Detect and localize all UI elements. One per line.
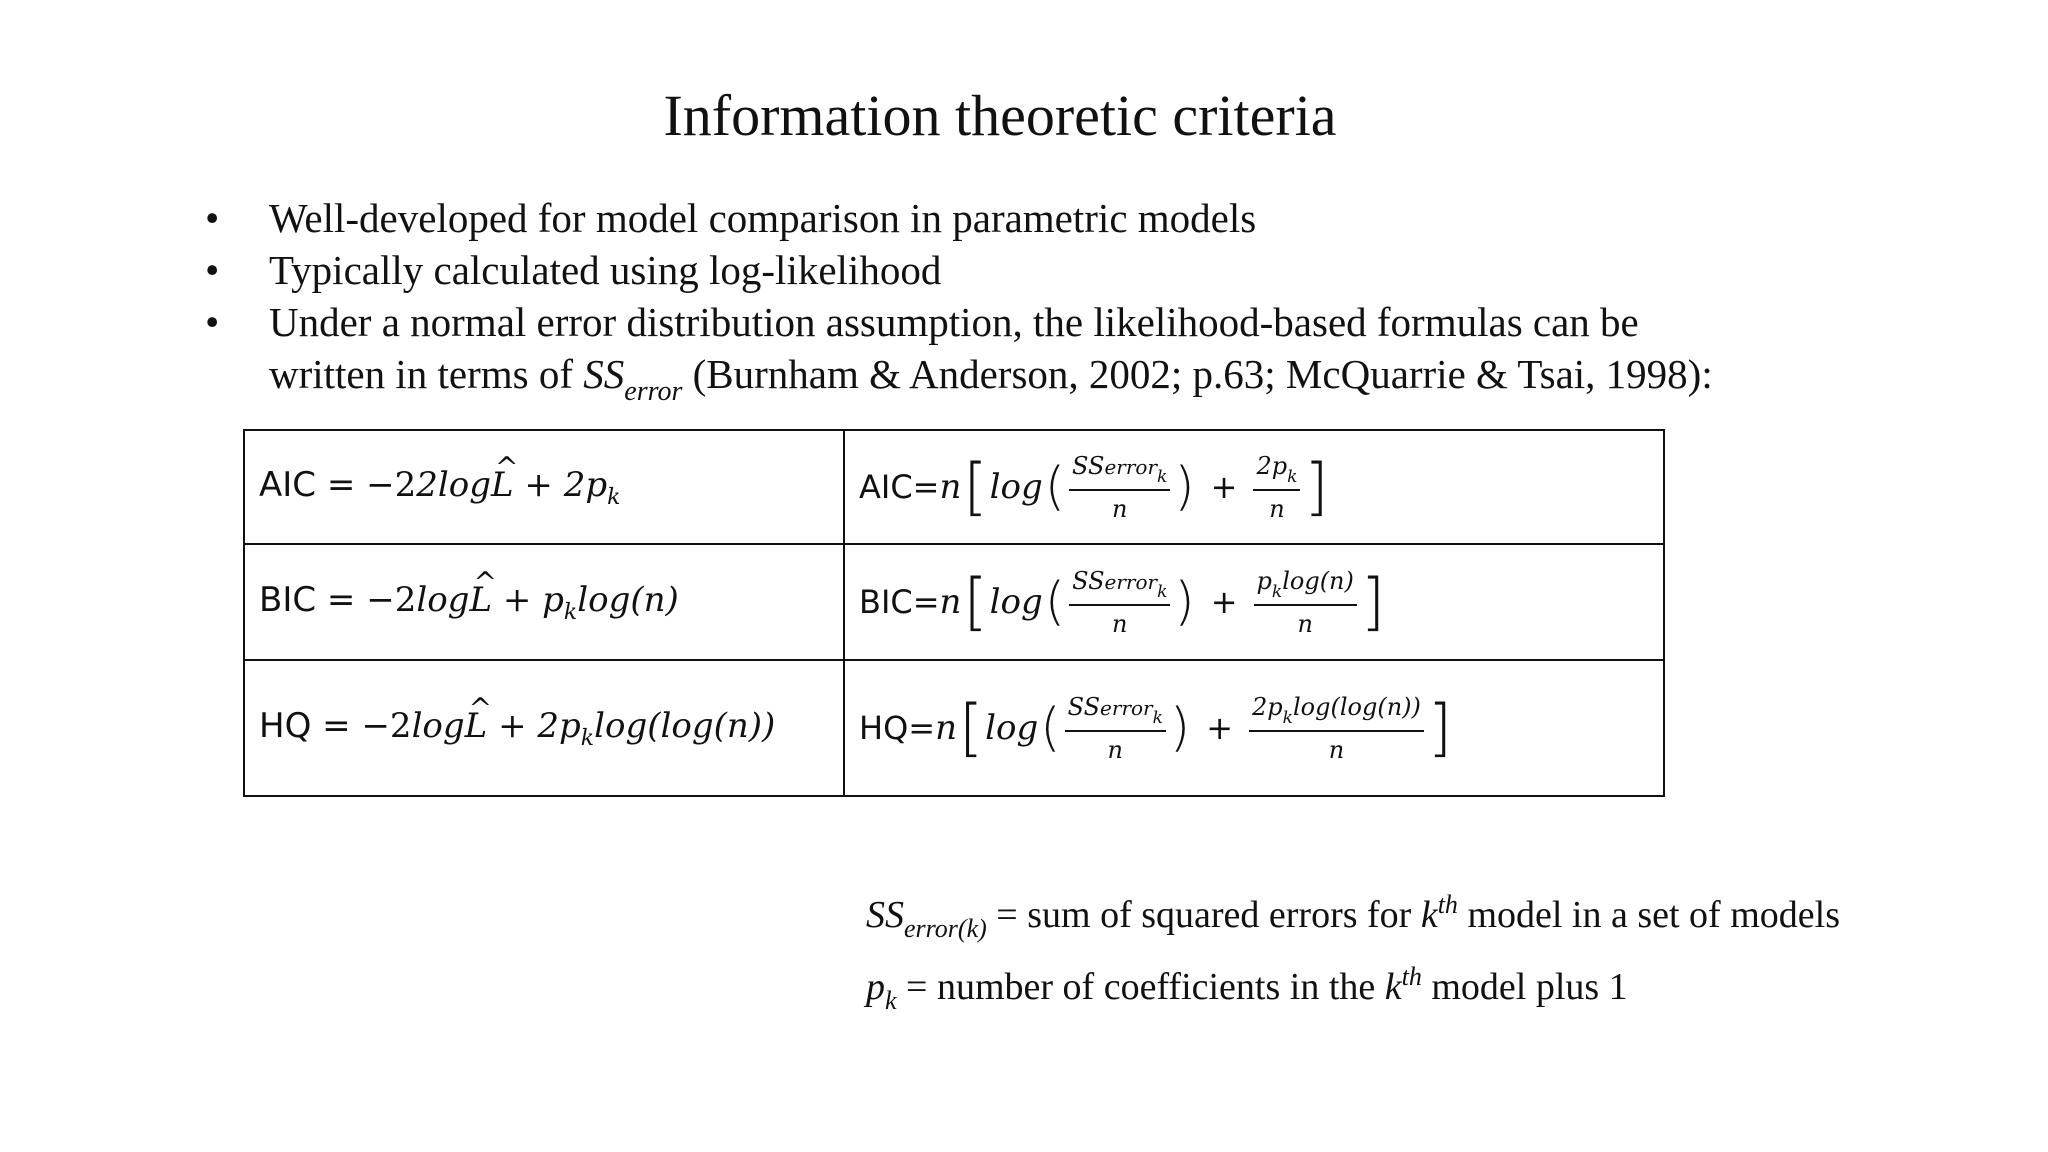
likelihood-formula-hq: HQ = −2log^ $L + 2p_k\log(\log(n))$	[244, 660, 844, 796]
table-row	[244, 660, 1664, 796]
ss-fraction: $\frac{SSerror_k}{n}$	[1069, 452, 1170, 523]
slide-title: Information theoretic criteria	[663, 83, 1337, 148]
bullet-icon: •	[205, 195, 220, 241]
ss-formula-hq: HQ = n [ log ( $\frac{SSerror_k}{n}$ ) + $\frac{2p_k\log(\log(n))}{n}$ ]	[844, 660, 1664, 796]
likelihood-formula-bic: BIC = −2log^ $L + p_k\log(n)$	[244, 544, 844, 660]
ss-formula-bic: BIC = n [ log ( $\frac{SSerror_k}{n}$ ) + $\frac{p_k\log(n)}{n}$ ]	[844, 544, 1664, 660]
bullet-text: Typically calculated using log-likelihood	[269, 247, 942, 293]
criterion-name: BIC	[259, 579, 317, 620]
definition-ss-error: $SS_{error(k)}$ = sum of squared errors for $k^{th}$ model in a set of models	[866, 890, 1840, 943]
bullet-icon: •	[205, 247, 220, 293]
citation-text: (Burnham & Anderson, 2002; p.63; McQuarrie & Tsai, 1998):	[682, 351, 1713, 397]
definition-pk: $p_k$ = number of coefficients in the $k^{th}$ model plus 1	[866, 962, 1628, 1015]
ss-subscript: error	[624, 376, 683, 407]
table-row	[244, 430, 1664, 544]
bullet-text: Well-developed for model comparison in parametric models	[269, 195, 1257, 241]
criterion-name: HQ	[259, 705, 312, 746]
penalty-fraction: $\frac{2p_k\log(\log(n))}{n}$	[1249, 693, 1424, 764]
l-hat-symbol: ^ L	[465, 706, 488, 746]
bullet-icon: •	[205, 299, 220, 345]
penalty-fraction: $\frac{2p_k}{n}$	[1253, 452, 1300, 523]
criterion-name: AIC	[259, 464, 317, 505]
ss-fraction: $\frac{SSerror_k}{n}$	[1065, 693, 1166, 764]
bullet-text: written in terms of	[269, 351, 584, 397]
ss-fraction: $\frac{SSerror_k}{n}$	[1069, 567, 1170, 638]
table-row	[244, 544, 1664, 660]
l-hat-symbol: ^ L	[469, 580, 492, 620]
ss-formula-aic: AIC = n [ log ( $\frac{SSerror_k}{n}$ ) + $\frac{2p_k}{n}$ ]	[844, 430, 1664, 544]
penalty-fraction: $\frac{p_k\log(n)}{n}$	[1254, 567, 1357, 638]
ss-symbol: SS	[583, 351, 625, 397]
criterion-name: HQ	[859, 709, 909, 747]
bullet-item	[205, 192, 1905, 244]
formula-table	[243, 429, 1665, 797]
likelihood-formula-aic: AIC = −22log^ $L + 2p_k$	[244, 430, 844, 544]
criterion-name: AIC	[859, 468, 913, 506]
criterion-name: BIC	[859, 583, 913, 621]
bullet-text: Under a normal error distribution assumption, the likelihood-based formulas can be	[269, 299, 1639, 345]
bullet-item	[205, 296, 1905, 418]
bullet-item	[205, 244, 1905, 296]
bullet-list	[205, 192, 1905, 418]
l-hat-symbol: ^ L	[491, 465, 514, 505]
